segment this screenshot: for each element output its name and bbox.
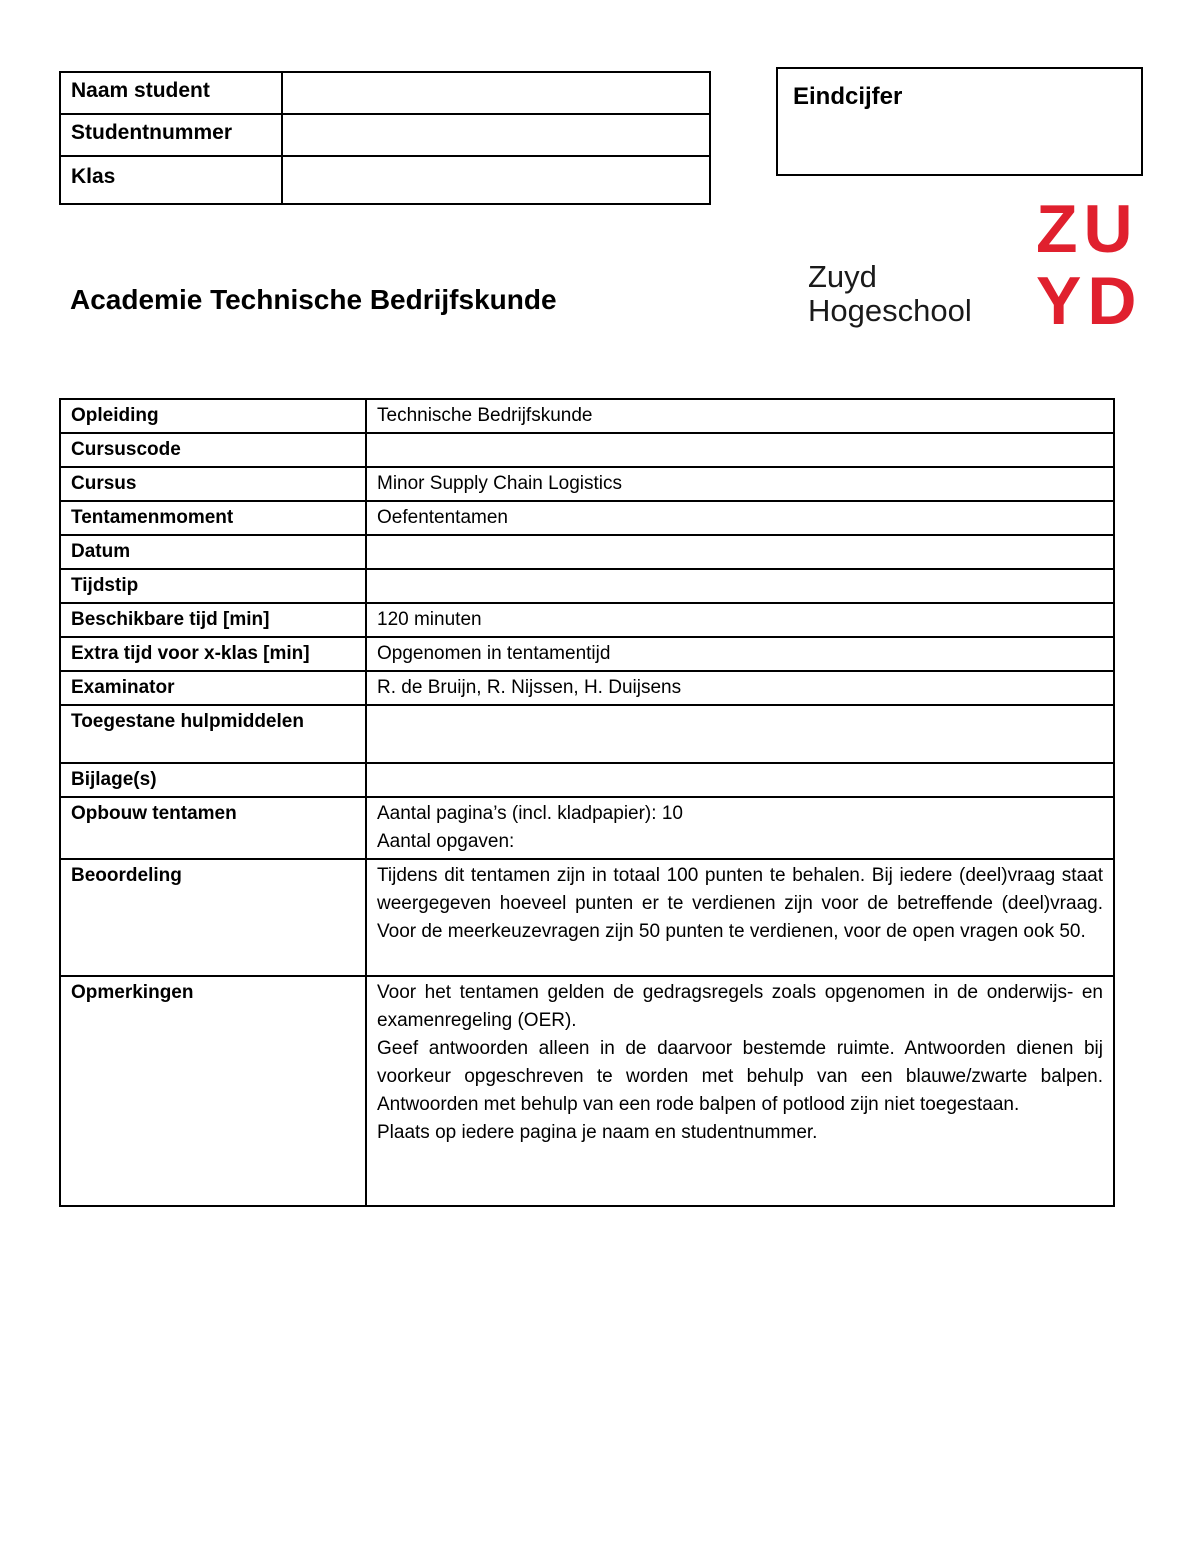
student-info-table xyxy=(59,71,711,205)
row-extra-tijd xyxy=(60,637,1114,671)
hulpmiddelen-label: Toegestane hulpmiddelen xyxy=(60,705,366,763)
row-cursus xyxy=(60,467,1114,501)
datum-label: Datum xyxy=(60,535,366,569)
class-label: Klas xyxy=(60,156,282,204)
student-number-label: Studentnummer xyxy=(60,114,282,156)
datum-value xyxy=(366,535,1114,569)
bijlagen-value xyxy=(366,763,1114,797)
tentamenmoment-value: Oefententamen xyxy=(366,501,1114,535)
cursuscode-label: Cursuscode xyxy=(60,433,366,467)
row-beoordeling xyxy=(60,859,1114,976)
examinator-value: R. de Bruijn, R. Nijssen, H. Duijsens xyxy=(366,671,1114,705)
bijlagen-label: Bijlage(s) xyxy=(60,763,366,797)
row-cursuscode xyxy=(60,433,1114,467)
logo-line-1: Zuyd xyxy=(808,259,877,294)
logo-mark-top: ZU xyxy=(1036,196,1139,267)
student-number-row xyxy=(60,114,710,156)
class-row xyxy=(60,156,710,204)
beschikbare-tijd-value: 120 minuten xyxy=(366,603,1114,637)
beoordeling-value: Tijdens dit tentamen zijn in totaal 100 punten te behalen. Bij iedere (deel)vraag staat weergegeven hoeveel punten er te verdienen zijn voor de betreffende (deel)vraag. Voor de meerkeuzevragen zijn 50 punten te verdienen, voor de open vragen ook 50. xyxy=(366,859,1114,976)
row-bijlagen xyxy=(60,763,1114,797)
opbouw-label: Opbouw tentamen xyxy=(60,797,366,859)
student-name-row xyxy=(60,72,710,114)
student-name-label: Naam student xyxy=(60,72,282,114)
hulpmiddelen-value xyxy=(366,705,1114,763)
cursuscode-value xyxy=(366,433,1114,467)
opbouw-questions: Aantal opgaven: xyxy=(377,831,515,852)
opmerkingen-value xyxy=(366,976,1114,1206)
row-examinator xyxy=(60,671,1114,705)
tijdstip-label: Tijdstip xyxy=(60,569,366,603)
extra-tijd-value: Opgenomen in tentamentijd xyxy=(366,637,1114,671)
student-name-field[interactable] xyxy=(282,72,710,114)
opbouw-value xyxy=(366,797,1114,859)
opleiding-value: Technische Bedrijfskunde xyxy=(366,399,1114,433)
class-field[interactable] xyxy=(282,156,710,204)
beschikbare-tijd-label: Beschikbare tijd [min] xyxy=(60,603,366,637)
logo-mark-bottom: YD xyxy=(1036,263,1143,328)
row-tijdstip xyxy=(60,569,1114,603)
final-grade-box[interactable] xyxy=(776,67,1143,176)
exam-info-table xyxy=(59,398,1115,1207)
row-opleiding xyxy=(60,399,1114,433)
opleiding-label: Opleiding xyxy=(60,399,366,433)
opmerkingen-label: Opmerkingen xyxy=(60,976,366,1206)
extra-tijd-label: Extra tijd voor x-klas [min] xyxy=(60,637,366,671)
student-number-field[interactable] xyxy=(282,114,710,156)
cursus-value: Minor Supply Chain Logistics xyxy=(366,467,1114,501)
logo-line-2: Hogeschool xyxy=(808,293,972,328)
opbouw-pages: Aantal pagina’s (incl. kladpapier): 10 xyxy=(377,803,683,824)
tentamenmoment-label: Tentamenmoment xyxy=(60,501,366,535)
opmerkingen-paragraph-3: Plaats op iedere pagina je naam en studentnummer. xyxy=(377,1122,818,1143)
beoordeling-label: Beoordeling xyxy=(60,859,366,976)
final-grade-label: Eindcijfer xyxy=(793,83,903,110)
academy-title: Academie Technische Bedrijfskunde xyxy=(70,284,557,315)
row-datum xyxy=(60,535,1114,569)
tijdstip-value xyxy=(366,569,1114,603)
row-hulpmiddelen xyxy=(60,705,1114,763)
opmerkingen-paragraph-1: Voor het tentamen gelden de gedragsregels zoals opgenomen in de onderwijs- en examenregeling (OER). xyxy=(377,982,1103,1031)
zuyd-logo-text xyxy=(808,260,972,328)
row-opbouw xyxy=(60,797,1114,859)
row-tentamenmoment xyxy=(60,501,1114,535)
row-opmerkingen xyxy=(60,976,1114,1206)
row-beschikbare-tijd xyxy=(60,603,1114,637)
zuyd-logo-icon xyxy=(1036,196,1152,328)
examinator-label: Examinator xyxy=(60,671,366,705)
cursus-label: Cursus xyxy=(60,467,366,501)
opmerkingen-paragraph-2: Geef antwoorden alleen in de daarvoor bestemde ruimte. Antwoorden dienen bij voorkeur opgeschreven te worden met behulp van een blauwe/zwarte balpen. Antwoorden met behulp van een rode balpen of potlood zijn niet toegestaan. xyxy=(377,1038,1103,1115)
